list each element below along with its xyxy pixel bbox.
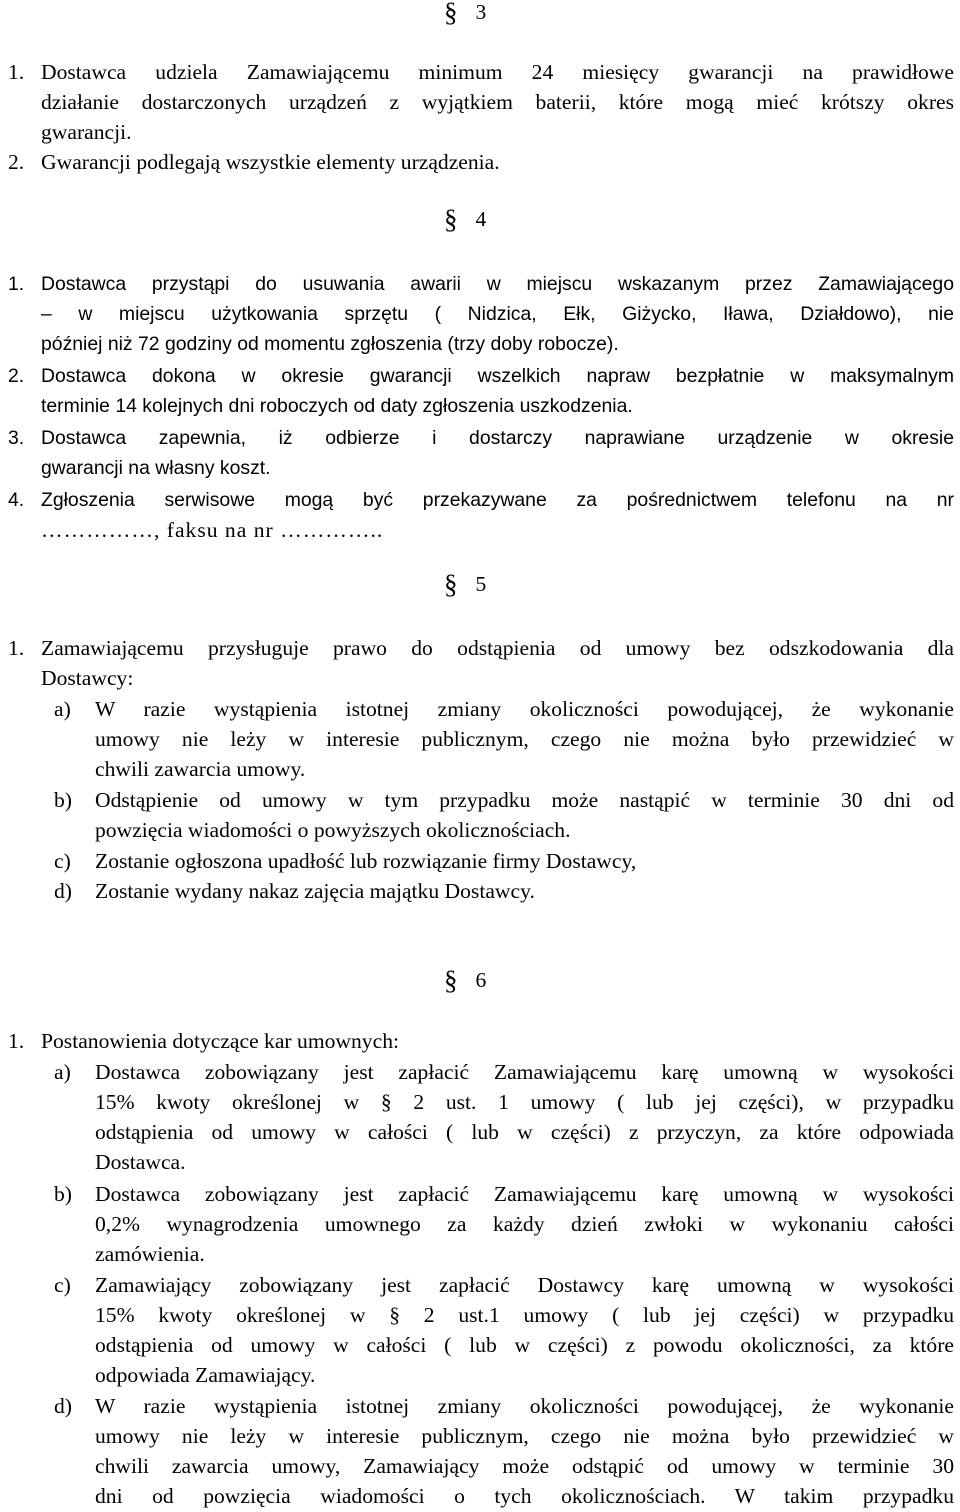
- section-symbol: §: [444, 204, 458, 234]
- subitem-marker: b): [54, 1182, 72, 1206]
- section-symbol: §: [444, 965, 458, 995]
- section-number: 6: [475, 968, 487, 992]
- text-line: gwarancji na własny koszt.: [41, 457, 271, 479]
- subitem-marker: b): [54, 788, 72, 812]
- section-heading-3: [444, 0, 960, 28]
- text-line: 15% kwoty określonej w § 2 ust.1 umowy ( lub jej części) w przypadku: [95, 1303, 954, 1327]
- section-heading-4: [444, 205, 960, 235]
- text-line: Zostanie wydany nakaz zajęcia majątku Dostawcy.: [95, 879, 535, 903]
- item-marker: 2.: [8, 150, 25, 174]
- subitem-marker: c): [54, 849, 71, 873]
- text-line: Dostawca zobowiązany jest zapłacić Zamawiającemu karę umowną w wysokości: [95, 1060, 954, 1084]
- subitem-marker: d): [54, 1394, 72, 1418]
- text-line: Dostawca udziela Zamawiającemu minimum 24 miesięcy gwarancji na prawidłowe: [41, 60, 954, 84]
- text-line: Dostawca zapewnia, iż odbierze i dostarczy naprawiane urządzenie w okresie: [41, 427, 954, 449]
- text-line: Postanowienia dotyczące kar umownych:: [41, 1029, 399, 1053]
- text-line: Dostawca dokona w okresie gwarancji wszelkich napraw bezpłatnie w maksymalnym: [41, 365, 954, 387]
- text-line: Zostanie ogłoszona upadłość lub rozwiązanie firmy Dostawcy,: [95, 849, 637, 873]
- item-marker: 1.: [8, 1029, 25, 1053]
- subitem-marker: c): [54, 1273, 71, 1297]
- text-line: Odstąpienie od umowy w tym przypadku może nastąpić w terminie 30 dni od: [95, 788, 954, 812]
- item-marker: 4.: [8, 489, 25, 511]
- section-number: 5: [475, 572, 487, 596]
- text-line: chwili zawarcia umowy, Zamawiający może odstąpić od umowy w terminie 30: [95, 1454, 954, 1478]
- text-line: umowy nie leży w interesie publicznym, czego nie można było przewidzieć w: [95, 1424, 954, 1448]
- item-marker: 1.: [8, 60, 25, 84]
- item-marker: 3.: [8, 427, 25, 449]
- text-line: Zamawiającemu przysługuje prawo do odstąpienia od umowy bez odszkodowania dla: [41, 636, 954, 660]
- text-line: Zamawiający zobowiązany jest zapłacić Dostawcy karę umowną w wysokości: [95, 1273, 954, 1297]
- section-heading-6: [444, 966, 960, 996]
- subitem-marker: a): [54, 1060, 71, 1084]
- text-line: Dostawcy:: [41, 666, 134, 690]
- text-line: dni od powzięcia wiadomości o tych okolicznościach. W takim przypadku: [95, 1484, 954, 1508]
- text-line: gwarancji.: [41, 120, 132, 144]
- text-line: W razie wystąpienia istotnej zmiany okoliczności powodującej, że wykonanie: [95, 1394, 954, 1418]
- text-line: Gwarancji podlegają wszystkie elementy urządzenia.: [41, 150, 500, 174]
- item-marker: 2.: [8, 365, 25, 387]
- text-line: terminie 14 kolejnych dni roboczych od daty zgłoszenia uszkodzenia.: [41, 395, 633, 417]
- text-line: 15% kwoty określonej w § 2 ust. 1 umowy ( lub jej części), w przypadku: [95, 1090, 954, 1114]
- item-marker: 1.: [8, 636, 25, 660]
- text-line: – w miejscu użytkowania sprzętu ( Nidzica, Ełk, Giżycko, Iława, Działdowo), nie: [41, 303, 954, 325]
- section-number: 4: [475, 207, 487, 231]
- text-line: Zgłoszenia serwisowe mogą być przekazywane za pośrednictwem telefonu na nr: [41, 489, 954, 511]
- text-line: później niż 72 godziny od momentu zgłoszenia (trzy doby robocze).: [41, 333, 619, 355]
- item-marker: 1.: [8, 273, 25, 295]
- text-line: ……………, faksu na nr …………..: [41, 518, 384, 542]
- section-number: 3: [475, 0, 487, 24]
- section-heading-5: [444, 570, 960, 600]
- subitem-marker: a): [54, 697, 71, 721]
- text-line: Dostawca przystąpi do usuwania awarii w miejscu wskazanym przez Zamawiającego: [41, 273, 954, 295]
- text-line: odpowiada Zamawiający.: [95, 1363, 316, 1387]
- subitem-marker: d): [54, 879, 72, 903]
- text-line: Dostawca zobowiązany jest zapłacić Zamawiającemu karę umowną w wysokości: [95, 1182, 954, 1206]
- text-line: Dostawca.: [95, 1150, 186, 1174]
- text-line: chwili zawarcia umowy.: [95, 757, 306, 781]
- text-line: odstąpienia od umowy w całości ( lub w części) z przyczyn, za które odpowiada: [95, 1120, 954, 1144]
- section-symbol: §: [444, 569, 458, 599]
- section-symbol: §: [444, 0, 458, 27]
- text-line: powzięcia wiadomości o powyższych okolicznościach.: [95, 818, 571, 842]
- text-line: zamówienia.: [95, 1242, 205, 1266]
- text-line: W razie wystąpienia istotnej zmiany okoliczności powodującej, że wykonanie: [95, 697, 954, 721]
- text-line: działanie dostarczonych urządzeń z wyjątkiem baterii, które mogą mieć krótszy okres: [41, 90, 954, 114]
- text-line: 0,2% wynagrodzenia umownego za każdy dzień zwłoki w wykonaniu całości: [95, 1212, 954, 1236]
- text-line: umowy nie leży w interesie publicznym, czego nie można było przewidzieć w: [95, 727, 954, 751]
- text-line: odstąpienia od umowy w całości ( lub w części) z powodu okoliczności, za które: [95, 1333, 954, 1357]
